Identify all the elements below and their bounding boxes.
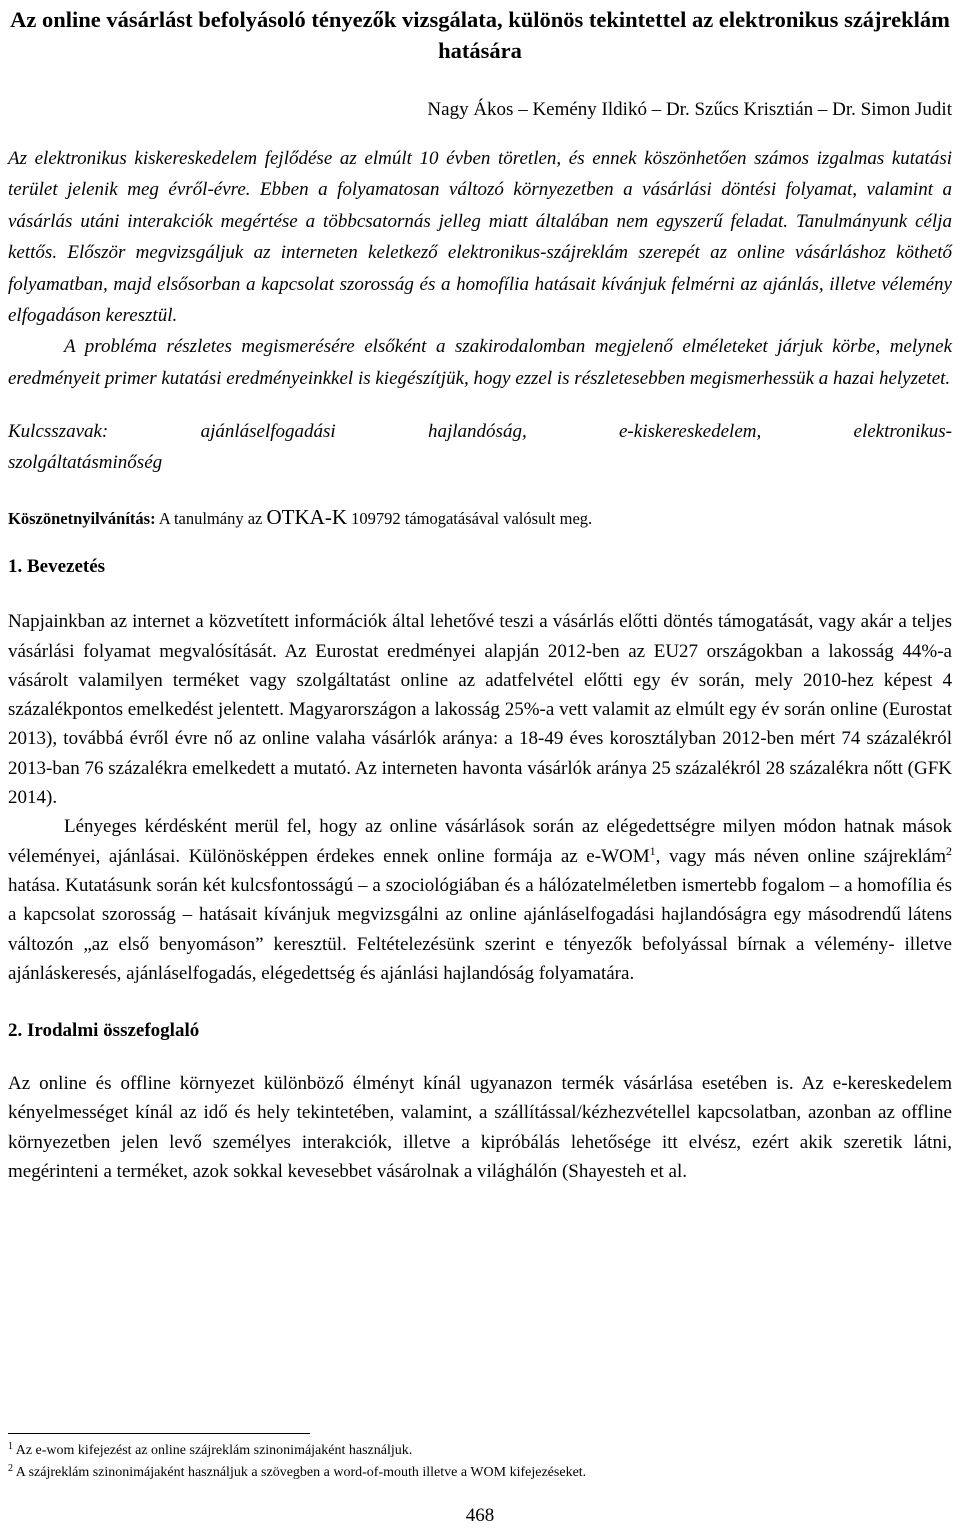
footnote-number: 2 bbox=[8, 1463, 13, 1474]
author-list: Nagy Ákos – Kemény Ildikó – Dr. Szűcs Krisztián – Dr. Simon Judit bbox=[427, 99, 952, 120]
acknowledgement-text-before: A tanulmány az bbox=[158, 509, 263, 529]
keywords-text: ajánláselfogadási hajlandóság, e-kiskereskedelem, elektronikus- bbox=[200, 421, 953, 443]
acknowledgement-otka: OTKA-K bbox=[266, 505, 347, 530]
keywords-line-1 bbox=[8, 416, 952, 447]
intro-p2-text-b: , vagy más néven online szájreklám bbox=[655, 845, 946, 867]
intro-p2-text-c: hatása. Kutatásunk során két kulcsfontosságú – a szociológiában és a hálózatelméletben ismertebb fogalom – a homofília és a kapcsolat szorosság – hatásait kívánjuk megvizsgálni az online ajánláselfogadási hajlandóságra egy másodrendű látens változón „az első benyomáson” keresztül. Feltételezésünk szerint e tényezők befolyással bírnak a vélemény- illetve ajánláskeresés, ajánláselfogadás, elégedettség és ajánlási hajlandóság folyamatára. bbox=[8, 874, 952, 984]
footnote-text: A szájreklám szinonimájaként használjuk a szövegben a word-of-mouth illetve a WOM kifejezéseket. bbox=[15, 1465, 587, 1480]
section-heading-introduction: 1. Bevezetés bbox=[8, 556, 106, 578]
introduction-paragraph-2 bbox=[8, 812, 952, 988]
keywords-line-2 bbox=[8, 447, 952, 478]
footnote-2 bbox=[8, 1462, 952, 1484]
keywords-label: Kulcsszavak: bbox=[8, 421, 109, 443]
footnotes bbox=[8, 1440, 952, 1484]
footnote-separator bbox=[8, 1433, 310, 1434]
footnote-ref-1[interactable]: 1 bbox=[649, 843, 656, 858]
abstract-paragraph-2: A probléma részletes megismerésére elsőként a szakirodalomban megjelenő elméleteket járjuk körbe, melynek eredményeit primer kutatási eredményeinkkel is kiegészítjük, hogy ezzel is részletesebben megismerhessük a hazai helyzetet. bbox=[8, 336, 952, 389]
page-number: 468 bbox=[465, 1505, 495, 1526]
section-heading-literature: 2. Irodalmi összefoglaló bbox=[8, 1020, 200, 1042]
introduction-paragraph-1: Napjainkban az internet a közvetített információk által lehetővé teszi a vásárlás előtti döntés támogatását, vagy akár a teljes vásárlási folyamat megvalósítását. Az Eurostat eredményei alapján 2012-ben az EU27 országokban a lakosság 44%-a vásárolt valamilyen terméket vagy szolgáltatást online az adatfelvétel előtti egy év során, mely 2010-hez képest 4 százalékpontos emelkedést jelentett. Magyarországon a lakosság 25%-a vett valamit az elmúlt egy év során online (Eurostat 2013), továbbá évről évre nő az online valaha vásárlók aránya: a 18-49 éves korosztályban 2012-ben mért 74 százalékról 2013-ban 76 százalékra emelkedett a mutató. Az interneten havonta vásárlók aránya 25 százalékról 28 százalékra nőtt (GFK 2014). bbox=[8, 611, 952, 809]
acknowledgement bbox=[8, 504, 952, 532]
abstract-paragraph-1: Az elektronikus kiskereskedelem fejlődése az elmúlt 10 évben töretlen, és ennek köszönhetően számos izgalmas kutatási terület jelenik meg évről-évre. Ebben a folyamatosan változó környezetben a vásárlási döntési folyamat, valamint a vásárlás utáni interakciók megértése a többcsatornás jelleg miatt általában nem egyszerű feladat. Tanulmányunk célja kettős. Először megvizsgáljuk az interneten keletkező elektronikus-szájreklám szerepét az online vásárláshoz köthető folyamatban, majd elsősorban a kapcsolat szorosság és a homofília hatásait kívánjuk felmérni az ajánlás, illetve vélemény elfogadáson keresztül. bbox=[8, 148, 952, 327]
literature-paragraph-1: Az online és offline környezet különböző élményt kínál ugyanazon termék vásárlása esetében is. Az e-kereskedelem kényelmességet kínál az idő és hely tekintetében, valamint, a szállítással/kézhezvétellel kapcsolatban, azonban az offline környezetben jelen levő személyes interakciók, illetve a kipróbálás lehetősége itt elvész, ezért akik szeretik látni, megérinteni a terméket, azok sokkal kevesebbet vásárolnak a világhálón (Shayesteh et al. bbox=[8, 1073, 952, 1182]
acknowledgement-text-after: 109792 támogatásával valósult meg. bbox=[351, 509, 593, 529]
footnote-number: 1 bbox=[8, 1441, 13, 1452]
intro-p2-text-a: Lényeges kérdésként merül fel, hogy az online vásárlások során az elégedettségre milyen módon hatnak mások véleményei, ajánlásai. Különösképpen érdekes ennek online formája az e-WOM bbox=[8, 816, 952, 867]
keywords-text-continued: szolgáltatásminőség bbox=[8, 452, 163, 474]
abstract bbox=[8, 143, 952, 394]
footnote-text: Az e-wom kifejezést az online szájreklám szinonimájaként használjuk. bbox=[15, 1443, 413, 1458]
keywords bbox=[8, 416, 952, 478]
footnote-ref-2[interactable]: 2 bbox=[946, 843, 952, 858]
footnote-1 bbox=[8, 1440, 952, 1462]
paper-title: Az online vásárlást befolyásoló tényezők vizsgálata, különös tekintettel az elektronikus szájreklám hatására bbox=[10, 7, 950, 63]
acknowledgement-label: Köszönetnyilvánítás: bbox=[8, 509, 156, 529]
